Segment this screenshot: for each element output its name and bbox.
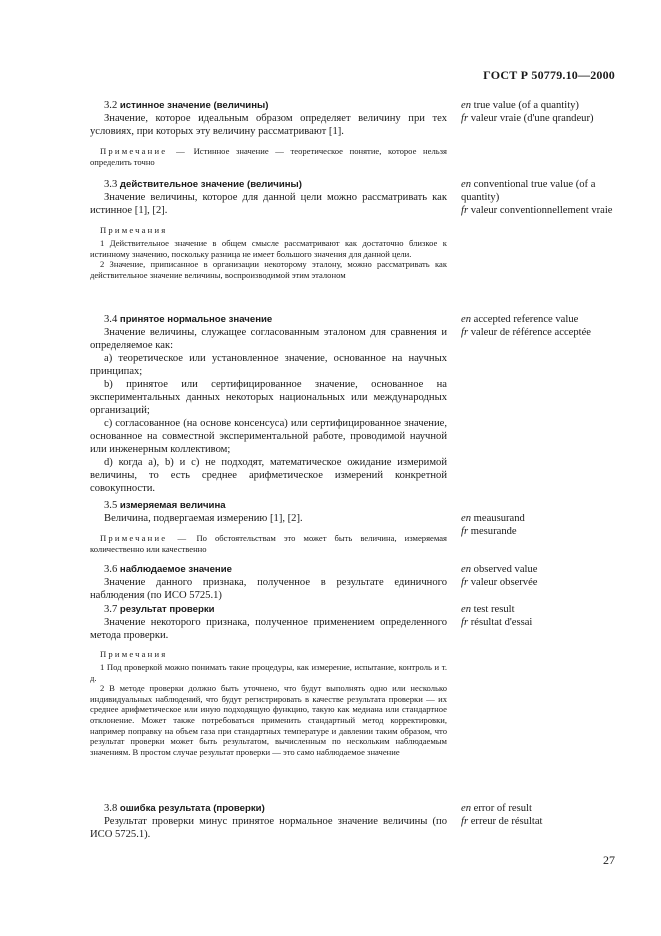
definition-item-a: a) теоретическое или установленное значение, основанное на научных принципах;: [90, 353, 447, 377]
translation-fr: fr résultat d'essai: [461, 617, 533, 628]
translations-3-3: [461, 178, 621, 217]
definition-item-d: d) когда a), b) и c) не подходят, математическое ожидание измеримой величины, то есть среднее арифметическое измерений конкретной совокупности.: [90, 457, 447, 494]
note-label: Примечание —: [100, 533, 189, 543]
notes-label: Примечания: [100, 649, 168, 659]
definition: Результат проверки минус принятое нормальное значение величины (по ИСО 5725.1).: [90, 816, 447, 840]
entry-3-2: [90, 99, 447, 167]
translation-en: en observed value: [461, 564, 538, 575]
definition-item-b: b) принятое или сертифицированное значение, основанное на экспериментальных данных некоторых национальных или международных организаций;: [90, 379, 447, 416]
translations-3-2: [461, 99, 621, 125]
definition: Значение, которое идеальным образом определяет величину при тех условиях, при которых эту величину рассматривают [1].: [90, 113, 447, 137]
note-2: 2 Значение, приписанное в организации некоторому эталону, можно рассматривать как действительное значение величины, воспроизводимой этим эталоном: [90, 259, 447, 280]
translation-fr: fr valeur vraie (d'une qrandeur): [461, 113, 594, 124]
term: ошибка результата (проверки): [119, 803, 265, 814]
definition: Значение некоторого признака, полученное применением определенного метода проверки.: [90, 617, 447, 641]
note: [90, 533, 447, 554]
note-text: По обстоятельствам это может быть величина, измеряемая количественно или качественно: [90, 533, 447, 554]
translation-fr: fr valeur de référence acceptée: [461, 327, 591, 338]
term: результат проверки: [119, 604, 215, 615]
translation-en: en meausurand: [461, 513, 525, 524]
term: измеряемая величина: [119, 500, 226, 511]
translation-fr: fr erreur de résultat: [461, 816, 543, 827]
document-header: ГОСТ Р 50779.10—2000: [483, 68, 615, 82]
definition: Величина, подвергаемая измерению [1], [2].: [104, 513, 303, 524]
term: истинное значение (величины): [119, 100, 269, 111]
term: действительное значение (величины): [119, 179, 302, 190]
definition-item-c: c) согласованное (на основе консенсуса) или сертифицированное значение, основанное на совместной экспериментальной работе, проводимой научной или инженерным коллективом;: [90, 418, 447, 455]
page-number: 27: [603, 853, 615, 867]
definition: Значение данного признака, полученное в результате единичного наблюдения (по ИСО 5725.1): [90, 577, 447, 601]
entry-3-7: 3.7 результат проверки Значение некоторого признака, полученное применением определенного метода проверки. Примечания 1 Под проверкой можно понимать такие процедуры, как измерение, испытание, контроль и т. д. 2 В методе проверки должно быть уточнено, что будут выполнять одно или несколько индивидуальных наблюдений, что будут регистрировать в качестве результата проверки — их среднее арифметическое или иную подходящую функцию, такую как медиана или стандартное отклонение. Может также потребоваться применить стандартный метод корректировки, например поправку на объем газа при стандартных температуре и давлении таким образом, что результат проверки может быть результатом, вычисленным по нескольким наблюдаемым значениям. В простом случае результат проверки — это само наблюдаемое значение: [90, 604, 447, 757]
translation-fr: fr valeur conventionnellement vraie: [461, 205, 613, 216]
note-label: Примечание —: [100, 146, 187, 156]
definition: Значение величины, которое для данной цели можно рассматривать как истинное [1], [2].: [90, 192, 447, 216]
translation-en: en error of result: [461, 803, 532, 814]
translations-3-4: [461, 313, 621, 339]
note-1: 1 Действительное значение в общем смысле рассматривают как достаточно близкое к истинному значению, поскольку разница не имеет большого значения для данной цели.: [90, 238, 447, 259]
entry-3-8: 3.8 ошибка результата (проверки) Результат проверки минус принятое нормальное значение величины (по ИСО 5725.1).: [90, 803, 447, 840]
entry-3-6: 3.6 наблюдаемое значение Значение данного признака, полученное в результате единичного наблюдения (по ИСО 5725.1): [90, 564, 447, 601]
entry-3-4: 3.4 принятое нормальное значение Значение величины, служащее согласованным эталоном для сравнения и определяемое как: a) теоретическое или установленное значение, основанное на научных принципах; b) принятое или сертифицированное значение, основанное на экспериментальных данных некоторых национальных или международных организаций; c) согласованное (на основе консенсуса) или сертифицированное значение, основанное на совместной экспериментальной работе, проводимой научной или инженерным коллективом; d) когда a), b) и c) не подходят, математическое ожидание измеримой величины, то есть среднее арифметическое измерений конкретной совокупности.: [90, 314, 447, 494]
translation-en: en accepted reference value: [461, 314, 579, 325]
entry-number: 3.2: [104, 100, 118, 111]
translations-3-7: [461, 603, 621, 629]
note-2: 2 В методе проверки должно быть уточнено, что будут выполнять одно или несколько индивидуальных наблюдений, что будут регистрировать в качестве результата проверки — их среднее арифметическое или иную подходящую функцию, такую как медиана или стандартное отклонение. Может также потребоваться применить стандартный метод корректировки, например поправку на объем газа при стандартных температуре и давлении таким образом, что результат проверки может быть результатом, вычисленным по нескольким наблюдаемым значениям. В простом случае результат проверки — это само наблюдаемое значение: [90, 683, 447, 757]
translations-3-8: [461, 802, 621, 828]
definition: Значение величины, служащее согласованным эталоном для сравнения и определяемое как:: [90, 327, 447, 351]
notes-label: Примечания: [100, 225, 168, 235]
translations-3-5: [461, 512, 621, 538]
term: наблюдаемое значение: [119, 564, 232, 575]
entry-3-3: 3.3 действительное значение (величины) Значение величины, которое для данной цели можно рассматривать как истинное [1], [2]. Примечания 1 Действительное значение в общем смысле рассматривают как достаточно близкое к истинному значению, поскольку разница не имеет большого значения для данной цели. 2 Значение, приписанное в организации некоторому эталону, можно рассматривать как действительное значение величины, воспроизводимой этим эталоном: [90, 179, 447, 280]
note-1: 1 Под проверкой можно понимать такие процедуры, как измерение, испытание, контроль и т. д.: [90, 662, 447, 683]
translations-3-6: [461, 563, 621, 589]
note-text: Истинное значение — теоретическое понятие, которое нельзя определить точно: [90, 146, 448, 167]
note: [90, 146, 447, 167]
translation-en: en true value (of a quantity): [461, 100, 579, 111]
term: принятое нормальное значение: [119, 314, 273, 325]
translation-fr: fr mesurande: [461, 526, 517, 537]
translation-en: en conventional true value (of a quantity): [461, 179, 596, 203]
translation-fr: fr valeur observée: [461, 577, 538, 588]
entry-3-5: 3.5 измеряемая величина Величина, подвергаемая измерению [1], [2]. Примечание — По обстоятельствам это может быть величина, измеряемая количественно или качественно: [90, 500, 447, 554]
translation-en: en test result: [461, 604, 515, 615]
